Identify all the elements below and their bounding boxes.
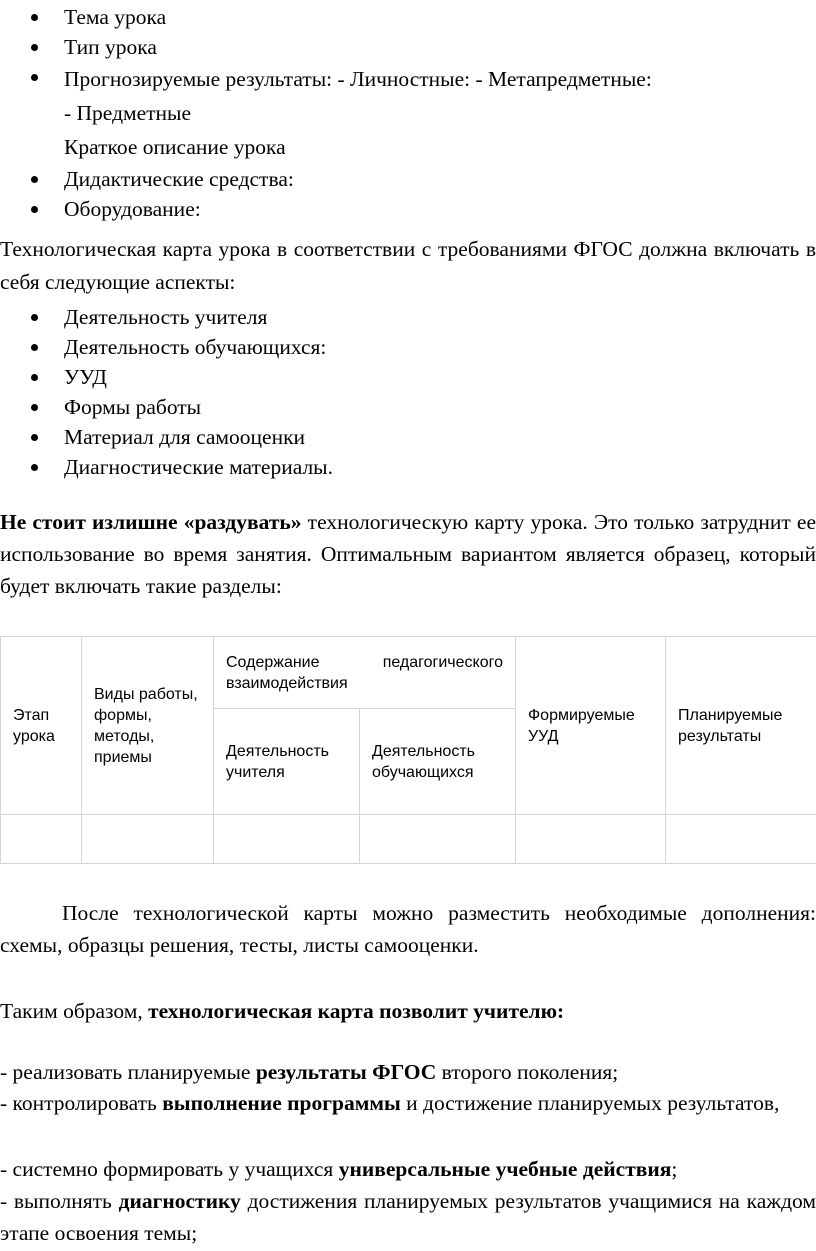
header-content: [214, 637, 516, 709]
lesson-info-list: [0, 2, 816, 224]
header-results: Планируемые результаты: [666, 637, 816, 815]
point-bold: диагностику: [118, 1189, 241, 1213]
warning-text: технологическую карту урока. Это только затруднит ее использование во время занятия. Оптимальным вариантом является образец, который будет включать такие разделы:: [0, 510, 816, 598]
list-item: Оборудование:: [0, 194, 816, 224]
warning-bold: Не стоит излишне «раздувать»: [0, 510, 302, 534]
header-content-word: Содержание: [226, 653, 320, 671]
list-item: Диагностические материалы.: [0, 452, 816, 482]
header-uud: Формируемые УУД: [516, 637, 666, 815]
table-cell: [214, 815, 360, 864]
point-text: - контролировать: [0, 1091, 163, 1115]
list-item: Прогнозируемые результаты: - Личностные: - Метапредметные:: [0, 62, 816, 96]
intro-paragraph: Технологическая карта урока в соответствии с требованиями ФГОС должна включать в себя следующие аспекты:: [0, 237, 816, 294]
list-item: Дидактические средства:: [0, 164, 816, 194]
list-item: Тема урока: [0, 2, 816, 32]
summary-prefix: Таким образом,: [0, 999, 149, 1023]
point-text: достижения планируемых результатов учащимися на каждом этапе освоения темы;: [0, 1189, 816, 1245]
point-text: - системно формировать у учащихся: [0, 1157, 339, 1181]
warning-paragraph: [0, 506, 816, 602]
point-item: [0, 1185, 816, 1249]
point-item: [0, 1153, 816, 1185]
header-stage: Этап урока: [1, 637, 82, 815]
point-item: [0, 1056, 816, 1088]
point-text: ;: [671, 1157, 678, 1181]
list-item-plain: Краткое описание урока: [64, 135, 286, 159]
header-forms: Виды работы, формы, методы, приемы: [82, 637, 214, 815]
after-table-paragraph: После технологической карты можно разместить необходимые дополнения: схемы, образцы решения, тесты, листы самооценки.: [0, 901, 816, 957]
list-item: Деятельность обучающихся:: [0, 332, 816, 362]
summary-bold: технологическая карта позволит учителю:: [148, 999, 565, 1023]
point-item: [0, 1087, 816, 1119]
table-cell: [82, 815, 214, 864]
list-item-continuation: - Предметные: [64, 101, 192, 125]
header-students: Деятельность обучающихся: [360, 709, 516, 815]
list-item: Тип урока: [0, 32, 816, 62]
header-content-word: педагогического: [382, 653, 503, 671]
point-text: - реализовать планируемые: [0, 1060, 256, 1084]
point-bold: результаты ФГОС: [255, 1060, 437, 1084]
header-content-word: взаимодействия: [226, 674, 348, 692]
point-bold: выполнение программы: [162, 1091, 401, 1115]
lesson-map-table: [0, 636, 816, 864]
point-text: - выполнять: [0, 1189, 119, 1213]
point-text: второго поколения;: [436, 1060, 619, 1084]
table-cell: [516, 815, 666, 864]
point-text: и достижение планируемых результатов,: [400, 1091, 780, 1115]
list-item: УУД: [0, 362, 816, 392]
list-item: Формы работы: [0, 392, 816, 422]
table-cell: [1, 815, 82, 864]
aspects-list: [0, 302, 816, 482]
list-item: Деятельность учителя: [0, 302, 816, 332]
table-cell: [666, 815, 816, 864]
point-bold: универсальные учебные действия: [338, 1157, 672, 1181]
header-teacher: Деятельность учителя: [214, 709, 360, 815]
list-item: Материал для самооценки: [0, 422, 816, 452]
summary-line: [0, 995, 816, 1027]
table-cell: [360, 815, 516, 864]
